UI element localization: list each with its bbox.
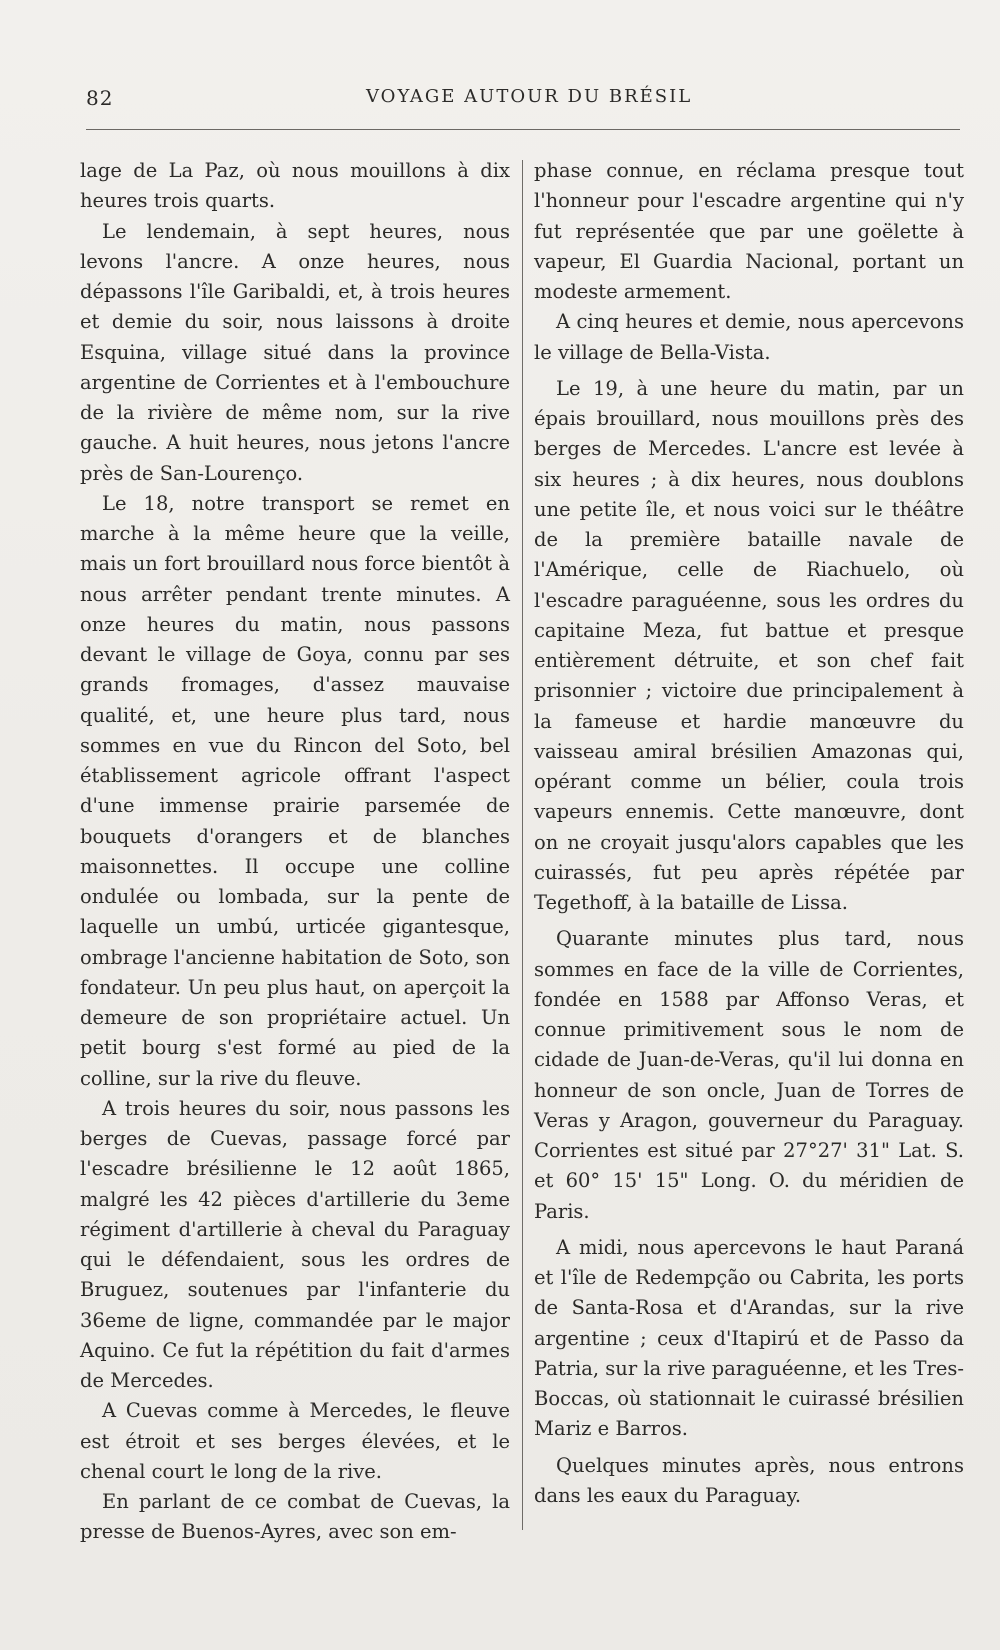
column-divider	[522, 160, 523, 1530]
paragraph: Le 19, à une heure du matin, par un épais brouillard, nous mouillons près des berges de Mercedes. L'ancre est levée à six heures ; à dix heures, nous doublons une petite île, et nous voici sur le théâtre de la première bataille navale de l'Amérique, celle de Riachuelo, où l'escadre paraguéenne, sous les ordres du capitaine Meza, fut battue et presque entièrement détruite, et son chef fait prisonnier ; victoire due principalement à la fameuse et hardie manœuvre du vaisseau amiral brésilien Amazonas qui, opérant comme un bélier, coula trois vapeurs ennemis. Cette manœuvre, dont on ne croyait jusqu'alors capables que les cuirassés, fut peu après répétée par Tegethoff, à la bataille de Lissa.	[534, 376, 964, 914]
paragraph: Le lendemain, à sept heures, nous levons l'ancre. A onze heures, nous dépassons l'île Garibaldi, et, à trois heures et demie du soir, nous laissons à droite Esquina, village situé dans la province argentine de Corrientes et à l'embouchure de la rivière de même nom, sur la rive gauche. A huit heures, nous jetons l'ancre près de San-Lourenço.	[80, 219, 510, 485]
header-rule	[86, 129, 960, 130]
paragraph: Quarante minutes plus tard, nous sommes en face de la ville de Corrientes, fondée en 1588 par Affonso Veras, et connue primitivement sous le nom de cidade de Juan-de-Veras, qu'il lui donna en honneur de son oncle, Juan de Torres de Veras y Aragon, gouverneur du Paraguay. Corrientes est situé par 27°27' 31" Lat. S. et 60° 15' 15" Long. O. du méridien de Paris.	[534, 927, 964, 1223]
right-column	[534, 156, 964, 1511]
running-title: VOYAGE AUTOUR DU BRÉSIL	[366, 86, 693, 107]
paragraph: lage de La Paz, où nous mouillons à dix heures trois quarts.	[80, 159, 510, 213]
left-column	[80, 156, 510, 1548]
paragraph: En parlant de ce combat de Cuevas, la presse de Buenos-Ayres, avec son em-	[80, 1490, 510, 1544]
paragraph: A midi, nous apercevons le haut Paraná et l'île de Redempção ou Cabrita, les ports de Santa-Rosa et d'Arandas, sur la rive argentine ; ceux d'Itapirú et de Passo da Patria, sur la rive paraguéenne, et les Tres-Boccas, où stationnait le cuirassé brésilien Mariz e Barros.	[534, 1235, 964, 1441]
paragraph: phase connue, en réclama presque tout l'honneur pour l'escadre argentine qui n'y fut représentée que par une goëlette à vapeur, El Guardia Nacional, portant un modeste armement.	[534, 159, 964, 303]
page-header	[86, 86, 960, 120]
paragraph: A cinq heures et demie, nous apercevons le village de Bella-Vista.	[534, 310, 964, 364]
paragraph: Le 18, notre transport se remet en marche à la même heure que la veille, mais un fort brouillard nous force bientôt à nous arrêter pendant trente minutes. A onze heures du matin, nous passons devant le village de Goya, connu par ses grands fromages, d'assez mauvaise qualité, et, une heure plus tard, nous sommes en vue du Rincon del Soto, bel établissement agricole offrant l'aspect d'une immense prairie parsemée de bouquets d'orangers et de blanches maisonnettes. Il occupe une colline ondulée ou lombada, sur la pente de laquelle un umbú, urticée gigantesque, ombrage l'ancienne habitation de Soto, son fondateur. Un peu plus haut, on aperçoit la demeure de son propriétaire actuel. Un petit bourg s'est formé au pied de la colline, sur la rive du fleuve.	[80, 491, 510, 1090]
paragraph: A Cuevas comme à Mercedes, le fleuve est étroit et ses berges élevées, et le chenal court le long de la rive.	[80, 1399, 510, 1483]
paragraph: A trois heures du soir, nous passons les berges de Cuevas, passage forcé par l'escadre brésilienne le 12 août 1865, malgré les 42 pièces d'artillerie du 3eme régiment d'artillerie à cheval du Paraguay qui le défendaient, sous les ordres de Bruguez, soutenues par l'infanterie du 36eme de ligne, commandée par le major Aquino. Ce fut la répétition du fait d'armes de Mercedes.	[80, 1096, 510, 1392]
paragraph: Quelques minutes après, nous entrons dans les eaux du Paraguay.	[534, 1453, 964, 1507]
page-number: 82	[86, 86, 114, 110]
